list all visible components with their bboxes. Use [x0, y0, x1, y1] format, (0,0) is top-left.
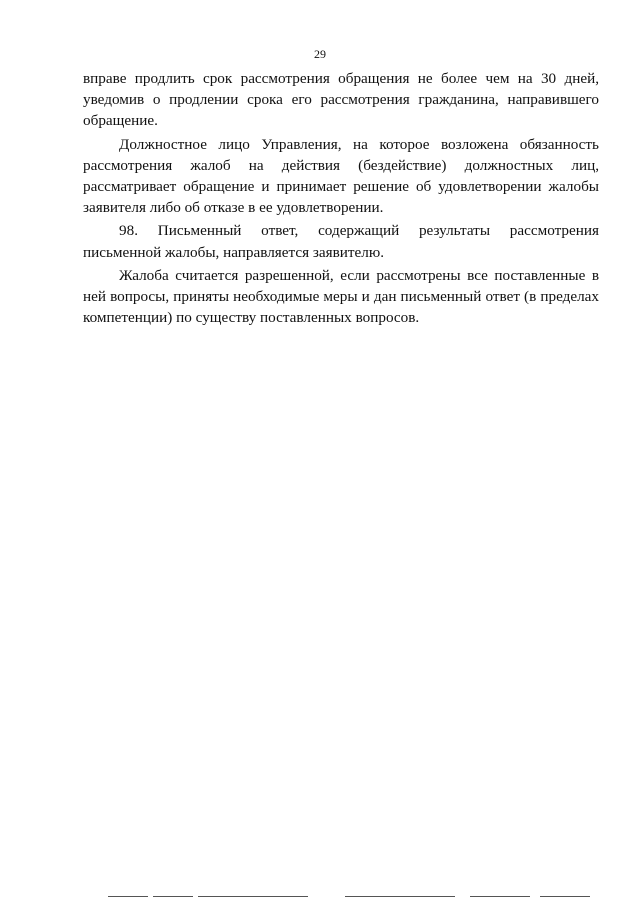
footer-rule — [470, 896, 530, 897]
footer-rule — [198, 896, 308, 897]
paragraph-complaint-resolved: Жалоба считается разрешенной, если рассмотрены все поставленные в ней вопросы, приняты необходимые меры и дан письменный ответ (в пределах компетенции) по существу поставленных вопросов. — [83, 266, 599, 327]
document-body — [83, 68, 599, 330]
footer-rule — [540, 896, 590, 897]
footer-rule — [108, 896, 148, 897]
page-number: 29 — [314, 47, 326, 61]
footer-rule — [153, 896, 193, 897]
paragraph-continuation: вправе продлить срок рассмотрения обращения не более чем на 30 дней, уведомив о продлении срока его рассмотрения гражданина, направившего обращение. — [83, 70, 599, 130]
footer-rule — [345, 896, 455, 897]
paragraph-98-written-reply: 98. Письменный ответ, содержащий результаты рассмотрения письменной жалобы, направляется заявителю. — [83, 222, 599, 261]
paragraph-official-duty: Должностное лицо Управления, на которое возложена обязанность рассмотрения жалоб на действия (бездействие) должностных лиц, рассматривает обращение и принимает решение об удовлетворении жалобы заявителя либо об отказе в ее удовлетворении. — [83, 135, 599, 217]
